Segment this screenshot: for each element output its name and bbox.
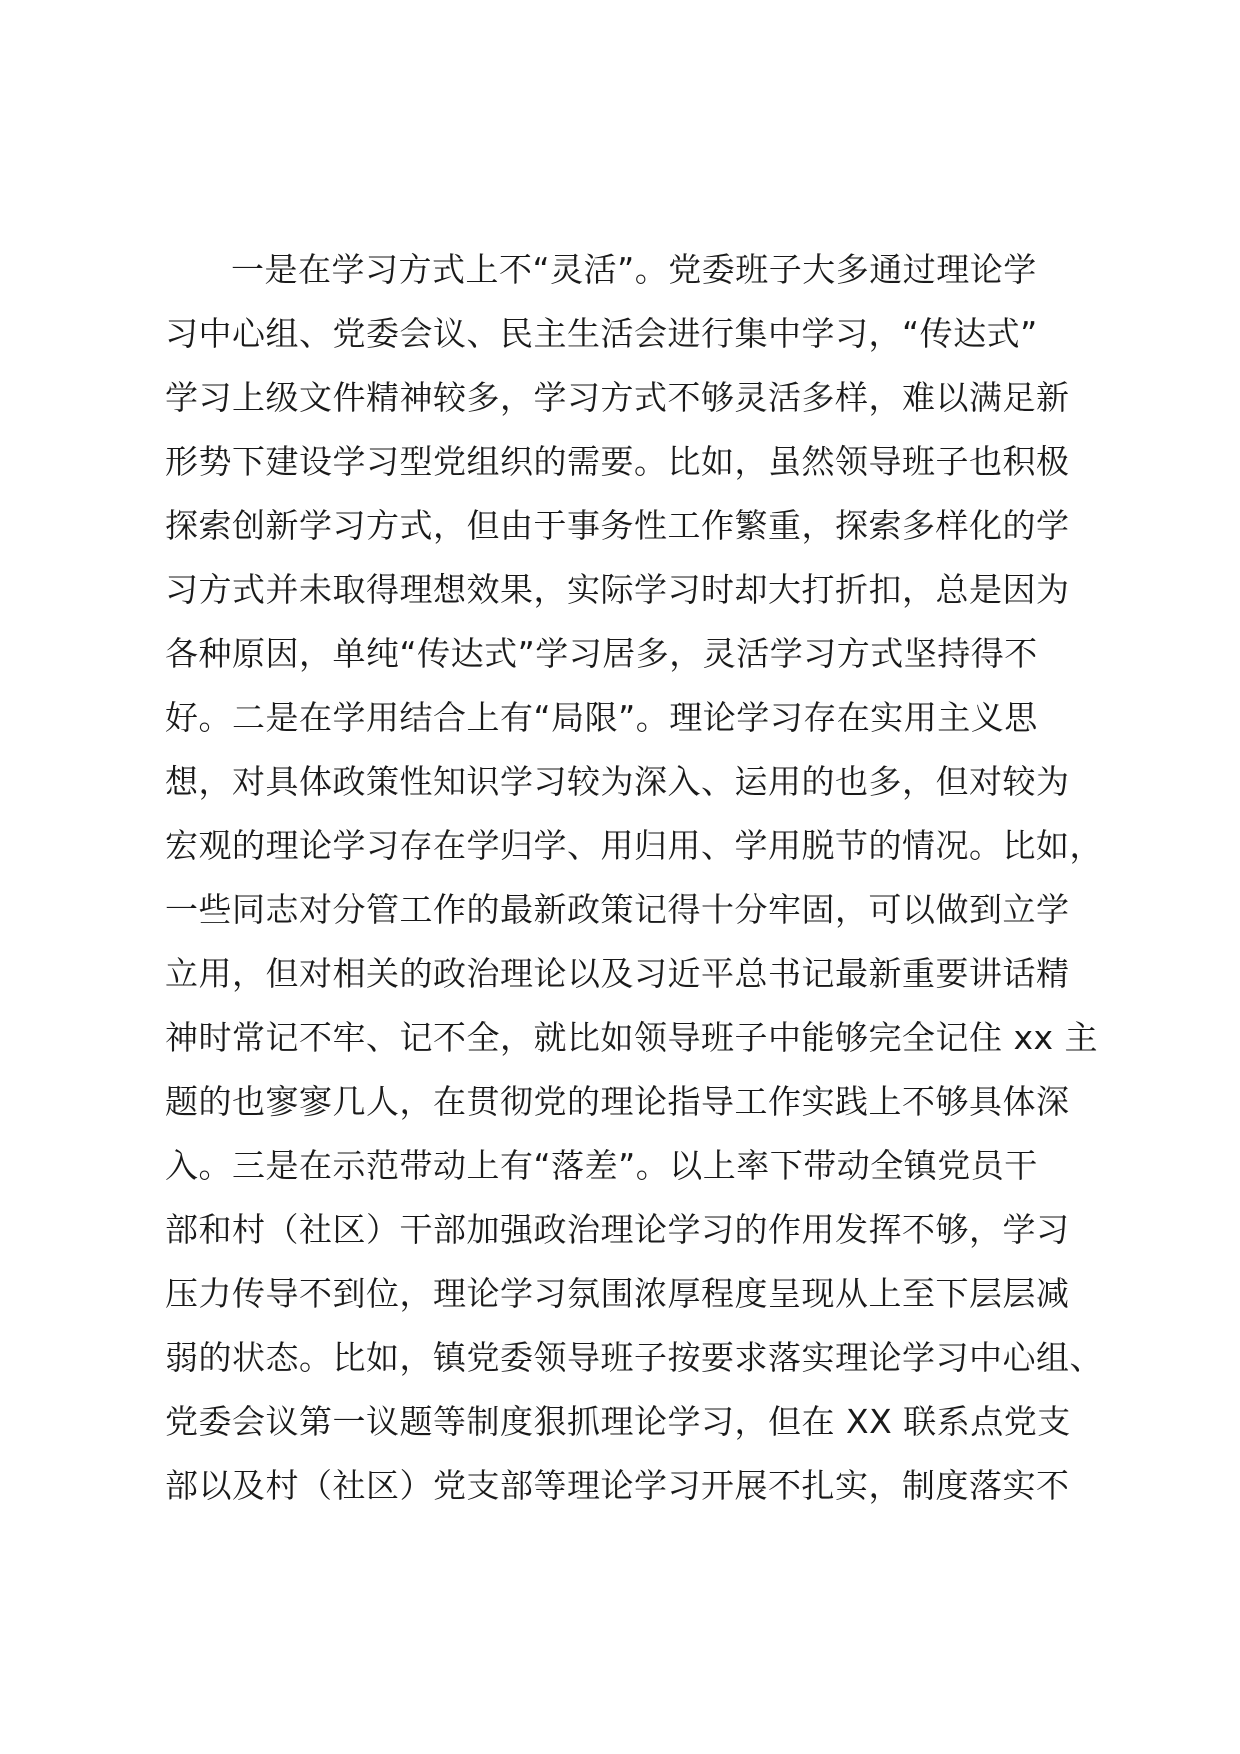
text-line: 习中心组、党委会议、民主生活会进行集中学习，“传达式” bbox=[165, 314, 1038, 353]
text-line: 探索创新学习方式，但由于事务性工作繁重，探索多样化的学 bbox=[165, 506, 1070, 545]
text-line: 立用，但对相关的政治理论以及习近平总书记最新重要讲话精 bbox=[165, 954, 1070, 993]
text-line: 各种原因，单纯“传达式”学习居多，灵活学习方式坚持得不 bbox=[165, 634, 1038, 673]
text-line: 党委会议第一议题等制度狠抓理论学习，但在 XX 联系点党支 bbox=[165, 1402, 1071, 1441]
text-line: 习方式并未取得理想效果，实际学习时却大打折扣，总是因为 bbox=[165, 570, 1070, 609]
text-line: 部以及村（社区）党支部等理论学习开展不扎实，制度落实不 bbox=[165, 1466, 1070, 1505]
text-line: 压力传导不到位，理论学习氛围浓厚程度呈现从上至下层层减 bbox=[165, 1274, 1070, 1313]
text-line: 部和村（社区）干部加强政治理论学习的作用发挥不够，学习 bbox=[165, 1210, 1070, 1249]
text-line: 形势下建设学习型党组织的需要。比如，虽然领导班子也积极 bbox=[165, 442, 1070, 481]
text-line: 好。二是在学用结合上有“局限”。理论学习存在实用主义思 bbox=[165, 698, 1038, 737]
text-line: 一些同志对分管工作的最新政策记得十分牢固，可以做到立学 bbox=[165, 890, 1070, 929]
text-line: 题的也寥寥几人，在贯彻党的理论指导工作实践上不够具体深 bbox=[165, 1082, 1070, 1121]
body-paragraph bbox=[165, 238, 1103, 1518]
text-line: 学习上级文件精神较多，学习方式不够灵活多样，难以满足新 bbox=[165, 378, 1070, 417]
text-line: 入。三是在示范带动上有“落差”。以上率下带动全镇党员干 bbox=[165, 1146, 1038, 1185]
text-line: 神时常记不牢、记不全，就比如领导班子中能够完全记住 xx 主 bbox=[165, 1018, 1099, 1057]
text-line: 一是在学习方式上不“灵活”。党委班子大多通过理论学 bbox=[231, 250, 1037, 289]
text-line: 宏观的理论学习存在学归学、用归用、学用脱节的情况。比如， bbox=[165, 826, 1103, 865]
text-line: 想，对具体政策性知识学习较为深入、运用的也多，但对较为 bbox=[165, 762, 1070, 801]
text-line: 弱的状态。比如，镇党委领导班子按要求落实理论学习中心组、 bbox=[165, 1338, 1103, 1377]
